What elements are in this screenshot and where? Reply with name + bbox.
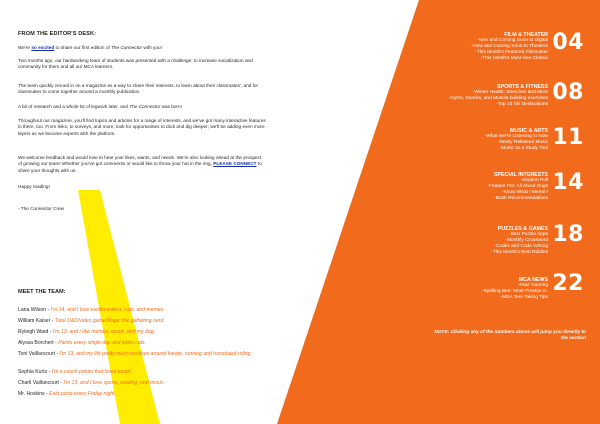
member-bio: Total D&D/video game/Magic the gathering nerd. — [54, 318, 165, 324]
section-item: -Newly Released Music — [497, 140, 548, 146]
page-number-film-theater[interactable]: 04 — [552, 30, 584, 55]
navigation-note: NOTE: Clicking any of the numbers above will jump you directly to the section — [434, 330, 586, 342]
p4-text-b: was born! — [160, 104, 182, 109]
editor-signature: - The Connector Crew — [18, 206, 65, 211]
p1-text-c: with you! — [142, 45, 162, 50]
please-connect-link[interactable]: PLEASE CONNECT — [213, 161, 257, 167]
member-name: Alyssa Borchert - — [18, 340, 59, 346]
team-member — [18, 329, 280, 336]
team-member — [18, 351, 280, 358]
team-heading: MEET THE TEAM: — [18, 289, 66, 295]
member-bio: I'm 14, and I love vanilla wafers, cats, and memes. — [50, 307, 165, 313]
section-sports-fitness — [447, 84, 548, 108]
section-special-interests — [487, 172, 548, 202]
section-puzzles-games — [491, 226, 548, 256]
team-member — [18, 391, 280, 398]
section-item: -Student Poll — [520, 178, 548, 184]
member-bio: I'm 13, and I like memes, music, and my dog. — [52, 329, 155, 335]
section-item: - Gyms, Snacks, and Muscle-building exercises — [447, 96, 548, 102]
p1-text-b: to share our first edition of — [54, 45, 112, 50]
section-item: -New and Coming Soon to Digital — [477, 38, 548, 44]
member-bio: I'm 13, and I love sports, reading, and music. — [63, 380, 165, 386]
p1-magazine-title: The Connector — [111, 45, 143, 50]
section-title: FILM & THEATER — [504, 32, 548, 38]
team-member — [18, 340, 280, 347]
member-name: Mr. Hoskins - — [18, 391, 50, 397]
section-title: MUSIC & ARTS — [509, 128, 548, 134]
editor-heading: FROM THE EDITOR'S DESK: — [18, 31, 97, 37]
section-item: -What We're Listening to Now — [484, 134, 548, 140]
page-number-sports-fitness[interactable]: 08 — [552, 80, 584, 105]
p4-magazine-title: The Connector — [129, 104, 161, 109]
editor-paragraph-5: Throughout our magazine, you'll find topics and articles for a range of interests, and we've got many interactive features in there, too. From links, to surveys, and more, look for opportunities to click and dig deeper; we'll be adding even more layers as we become experts with the platform. — [18, 118, 266, 136]
team-member — [18, 369, 280, 376]
section-item: -Feature Pet: All About Dogs — [487, 184, 548, 190]
section-item: -Winter Health: Stretches and More — [472, 90, 548, 96]
section-item: -Fear Tutoring — [517, 283, 548, 289]
section-title: SPORTS & FITNESS — [497, 84, 548, 90]
section-item: -Monthly Crossword — [505, 238, 548, 244]
page-number-mca-news[interactable]: 22 — [552, 271, 584, 296]
section-item: -MEA Test-Taking Tips — [500, 295, 548, 301]
p6-text-a: We welcome feedback and would love to hear your likes, wants, and needs. We're also looking ahead at the prospect of growing our team! Whether you've got comments or would like to throw your hat in the ring, — [18, 155, 262, 167]
member-name: Charli Vaillancourt - — [18, 380, 64, 386]
section-item: -This Month's Must-See Classic — [480, 56, 548, 62]
section-title: SPECIAL INTERESTS — [493, 172, 548, 178]
section-item: -New and Coming Soon to Theaters — [471, 44, 548, 50]
member-bio: Eats pizza every Friday night. — [49, 391, 116, 397]
editor-paragraph-2: Two months ago, our hardworking team of students was presented with a challenge: to increase socialization and community for them and all our MCA learners. — [18, 58, 253, 70]
section-item: -This Month's Featured Filmmaker — [475, 50, 548, 56]
member-name: Toni Vaillancourt - — [18, 351, 60, 357]
team-member — [18, 307, 280, 314]
section-item: -Top 10 Ski Destinations — [496, 102, 548, 108]
editor-paragraph-7: Happy reading! — [18, 184, 50, 189]
team-member — [18, 318, 280, 325]
section-title: MCA NEWS — [518, 277, 548, 283]
page-number-puzzles-games[interactable]: 18 — [552, 222, 584, 247]
editor-paragraph-3: The team quickly zeroed in on a magazine as a way to share their interests, to learn about their classmates', and for classmates to come together around a monthly publication. — [18, 83, 259, 95]
p6-text-b: to share your thoughts with us. — [18, 161, 262, 173]
member-name: Lana Wilson - — [18, 307, 51, 313]
section-item: -Know What I Meme? — [501, 190, 548, 196]
member-name: Sophia Kurtz - — [18, 369, 52, 375]
section-item: -Book Recommendations — [494, 196, 548, 202]
section-item: -Spelling Bee: Meet Preston G. — [481, 289, 548, 295]
section-title: PUZZLES & GAMES — [497, 226, 548, 232]
section-item: -Music as a Study Tool — [499, 146, 548, 152]
section-music-arts — [485, 128, 548, 152]
member-bio: I'm 13, and my life pretty much revolves around karate, running and horseback riding. — [59, 351, 252, 357]
section-item: -Codes and Code Writing — [494, 244, 548, 250]
editor-paragraph-4 — [18, 104, 266, 110]
member-name: Ryleigh Ward - — [18, 329, 53, 335]
so-excited-link[interactable]: so excited — [31, 45, 55, 50]
member-bio: I'm a couch potato that loves music. — [51, 369, 133, 375]
section-film-theater — [472, 32, 548, 62]
editor-paragraph-6 — [18, 155, 266, 174]
section-mca-news — [482, 277, 548, 301]
section-item: -This Month's Best Riddles — [491, 250, 548, 256]
team-member — [18, 380, 280, 387]
page-number-special-interests[interactable]: 14 — [552, 170, 584, 195]
member-bio: Paints every single day and loves cats. — [58, 340, 146, 346]
p1-text-a: We're — [18, 45, 32, 50]
page-number-music-arts[interactable]: 11 — [552, 125, 584, 150]
p4-text-a: A bit of research and a whole lot of legwork later, and — [18, 104, 130, 109]
member-name: William Kaiser - — [18, 318, 55, 324]
editor-paragraph-1 — [18, 45, 266, 51]
section-item: -Best Puzzle Apps — [509, 232, 548, 238]
